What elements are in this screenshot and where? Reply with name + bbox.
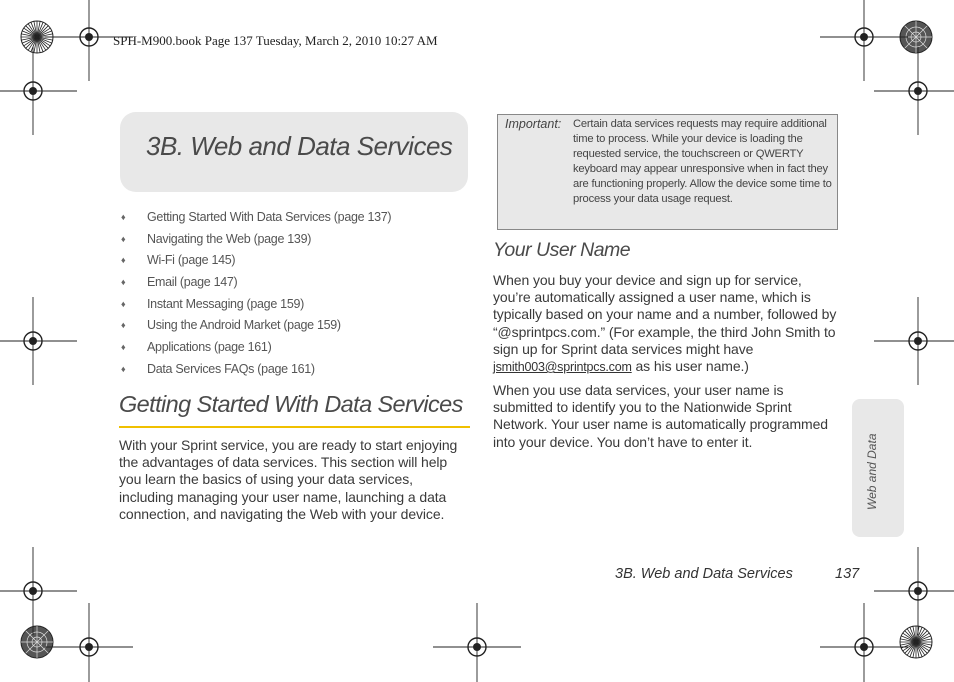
diamond-bullet-icon: ♦ <box>121 233 126 244</box>
diamond-bullet-icon: ♦ <box>121 211 126 222</box>
footer-page-number: 137 <box>835 566 860 582</box>
toc-item[interactable] <box>120 228 470 250</box>
chapter-title: 3B. Web and Data Services <box>146 131 453 161</box>
important-note-text: Certain data services requests may require additional time to process. While your device is loading the requested service, the touchscreen or QWERTY keyboard may appear unresponsive when in fact they are functioning properly. Allow the device some time to process your data usage request. <box>573 118 832 206</box>
section-title: Getting Started With Data Services <box>119 391 463 417</box>
user-name-paragraph-2: When you use data services, your user name is submitted to identify you to the Nationwide Sprint Network. Your user name is automatically programmed into your device. You don’t have to enter it. <box>493 382 828 450</box>
toc-item-text: Navigating the Web (page 139) <box>147 231 312 246</box>
user-name-paragraph-1 <box>493 272 841 376</box>
diamond-bullet-icon: ♦ <box>121 320 126 331</box>
toc-item-text: Using the Android Market (page 159) <box>147 318 341 333</box>
example-email-link[interactable]: jsmith003@sprintpcs.com <box>493 360 632 375</box>
toc-item-text: Instant Messaging (page 159) <box>147 296 304 311</box>
toc-item[interactable] <box>120 314 470 336</box>
diamond-bullet-icon: ♦ <box>121 276 126 287</box>
diamond-bullet-icon: ♦ <box>121 255 126 266</box>
toc-item-text: Applications (page 161) <box>147 339 272 354</box>
toc-item[interactable] <box>120 249 470 271</box>
paragraph-text: When you buy your device and sign up for service, you’re automatically assigned a user name, which is typically based on your name and a number, followed by “@sprintpcs.com.” (For example, the third John Smith to sign up for Sprint data services might have <box>493 272 837 357</box>
toc-item[interactable] <box>120 336 470 358</box>
side-tab-label: Web and Data <box>865 433 879 510</box>
toc-item-text: Wi-Fi (page 145) <box>147 253 236 268</box>
toc-item-text: Getting Started With Data Services (page 137) <box>147 209 392 224</box>
toc-item[interactable] <box>120 271 470 293</box>
diamond-bullet-icon: ♦ <box>121 341 126 352</box>
subsection-title: Your User Name <box>493 239 631 261</box>
footer-section-name: 3B. Web and Data Services <box>615 566 793 582</box>
chapter-toc <box>120 206 470 380</box>
section-divider <box>119 426 470 428</box>
diamond-bullet-icon: ♦ <box>121 363 126 374</box>
important-label: Important: <box>505 117 562 131</box>
toc-item-text: Email (page 147) <box>147 274 238 289</box>
section-intro-paragraph: With your Sprint service, you are ready to start enjoying the advantages of data services. This section will help you learn the basics of using your data services, including managing your user name, launching a data connection, and navigating the Web with your device. <box>119 437 458 522</box>
toc-item-text: Data Services FAQs (page 161) <box>147 361 315 376</box>
paragraph-text-tail: as his user name.) <box>631 358 749 375</box>
diamond-bullet-icon: ♦ <box>121 298 126 309</box>
toc-item[interactable] <box>120 358 470 380</box>
file-info-header: SPH-M900.book Page 137 Tuesday, March 2, 2010 10:27 AM <box>113 33 438 48</box>
toc-item[interactable] <box>120 206 470 228</box>
toc-item[interactable] <box>120 293 470 315</box>
